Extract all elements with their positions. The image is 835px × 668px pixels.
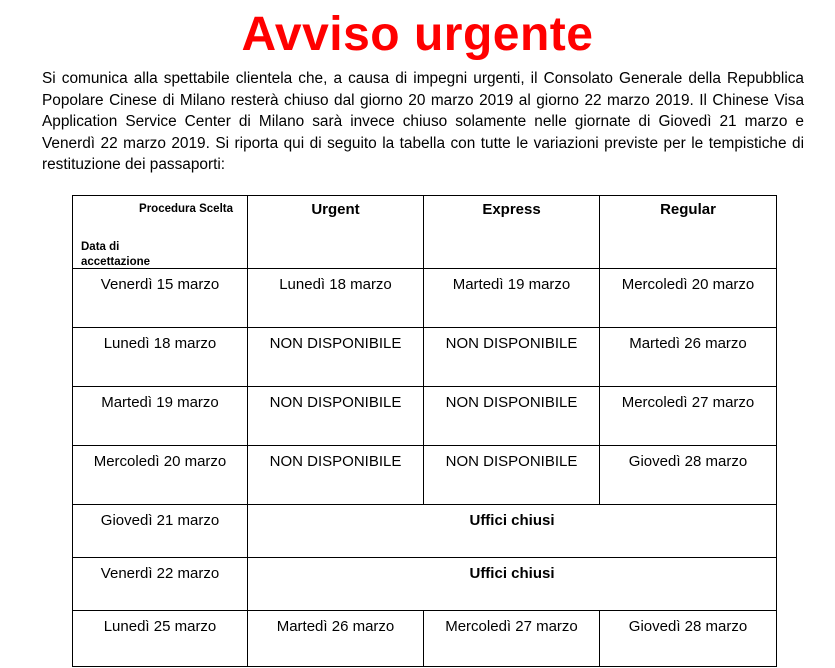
regular-cell: Martedì 26 marzo: [600, 328, 777, 387]
acceptance-date-cell: Giovedì 21 marzo: [73, 505, 248, 558]
notice-intro-paragraph: Si comunica alla spettabile clientela che, a causa di impegni urgenti, il Consolato Generale della Repubblica Popolare Cinese di Milano resterà chiuso dal giorno 20 marzo 2019 al giorno 22 marzo 2019. Il Chinese Visa Application Service Center di Milano sarà invece chiuso solamente nelle giornate di Giovedì 21 marzo e Venerdì 22 marzo 2019. Si riporta qui di seguito la tabella con tutte le variazioni previste per le tempistiche di restituzione dei passaporti:: [42, 70, 804, 173]
express-cell: NON DISPONIBILE: [424, 387, 600, 446]
urgent-cell: NON DISPONIBILE: [248, 328, 424, 387]
corner-label-acceptance-date: Data di accettazione: [81, 241, 151, 268]
table-corner-cell: [73, 196, 248, 269]
regular-cell: Mercoledì 20 marzo: [600, 269, 777, 328]
column-header-express: Express: [424, 196, 600, 269]
table-row: [73, 328, 777, 387]
acceptance-date-cell: Lunedì 25 marzo: [73, 611, 248, 667]
express-cell: NON DISPONIBILE: [424, 328, 600, 387]
urgent-cell: Lunedì 18 marzo: [248, 269, 424, 328]
regular-cell: Giovedì 28 marzo: [600, 446, 777, 505]
urgent-cell: NON DISPONIBILE: [248, 446, 424, 505]
urgent-cell: NON DISPONIBILE: [248, 387, 424, 446]
corner-label-procedure: Procedura Scelta: [139, 203, 233, 215]
passport-return-schedule-table: [72, 195, 777, 667]
notice-title: Avviso urgente: [241, 8, 594, 61]
column-header-regular: Regular: [600, 196, 777, 269]
acceptance-date-cell: Venerdì 15 marzo: [73, 269, 248, 328]
regular-cell: Mercoledì 27 marzo: [600, 387, 777, 446]
express-cell: NON DISPONIBILE: [424, 446, 600, 505]
acceptance-date-cell: Martedì 19 marzo: [73, 387, 248, 446]
table-row-closed: [73, 558, 777, 611]
acceptance-date-cell: Mercoledì 20 marzo: [73, 446, 248, 505]
offices-closed-cell: Uffici chiusi: [248, 558, 777, 611]
column-header-urgent: Urgent: [248, 196, 424, 269]
urgent-cell: Martedì 26 marzo: [248, 611, 424, 667]
express-cell: Martedì 19 marzo: [424, 269, 600, 328]
table-row: [73, 387, 777, 446]
regular-cell: Giovedì 28 marzo: [600, 611, 777, 667]
acceptance-date-cell: Venerdì 22 marzo: [73, 558, 248, 611]
table-row: [73, 446, 777, 505]
table-header-row: [73, 196, 777, 269]
table-row: [73, 611, 777, 667]
acceptance-date-cell: Lunedì 18 marzo: [73, 328, 248, 387]
table-row-closed: [73, 505, 777, 558]
table-row: [73, 269, 777, 328]
express-cell: Mercoledì 27 marzo: [424, 611, 600, 667]
offices-closed-cell: Uffici chiusi: [248, 505, 777, 558]
